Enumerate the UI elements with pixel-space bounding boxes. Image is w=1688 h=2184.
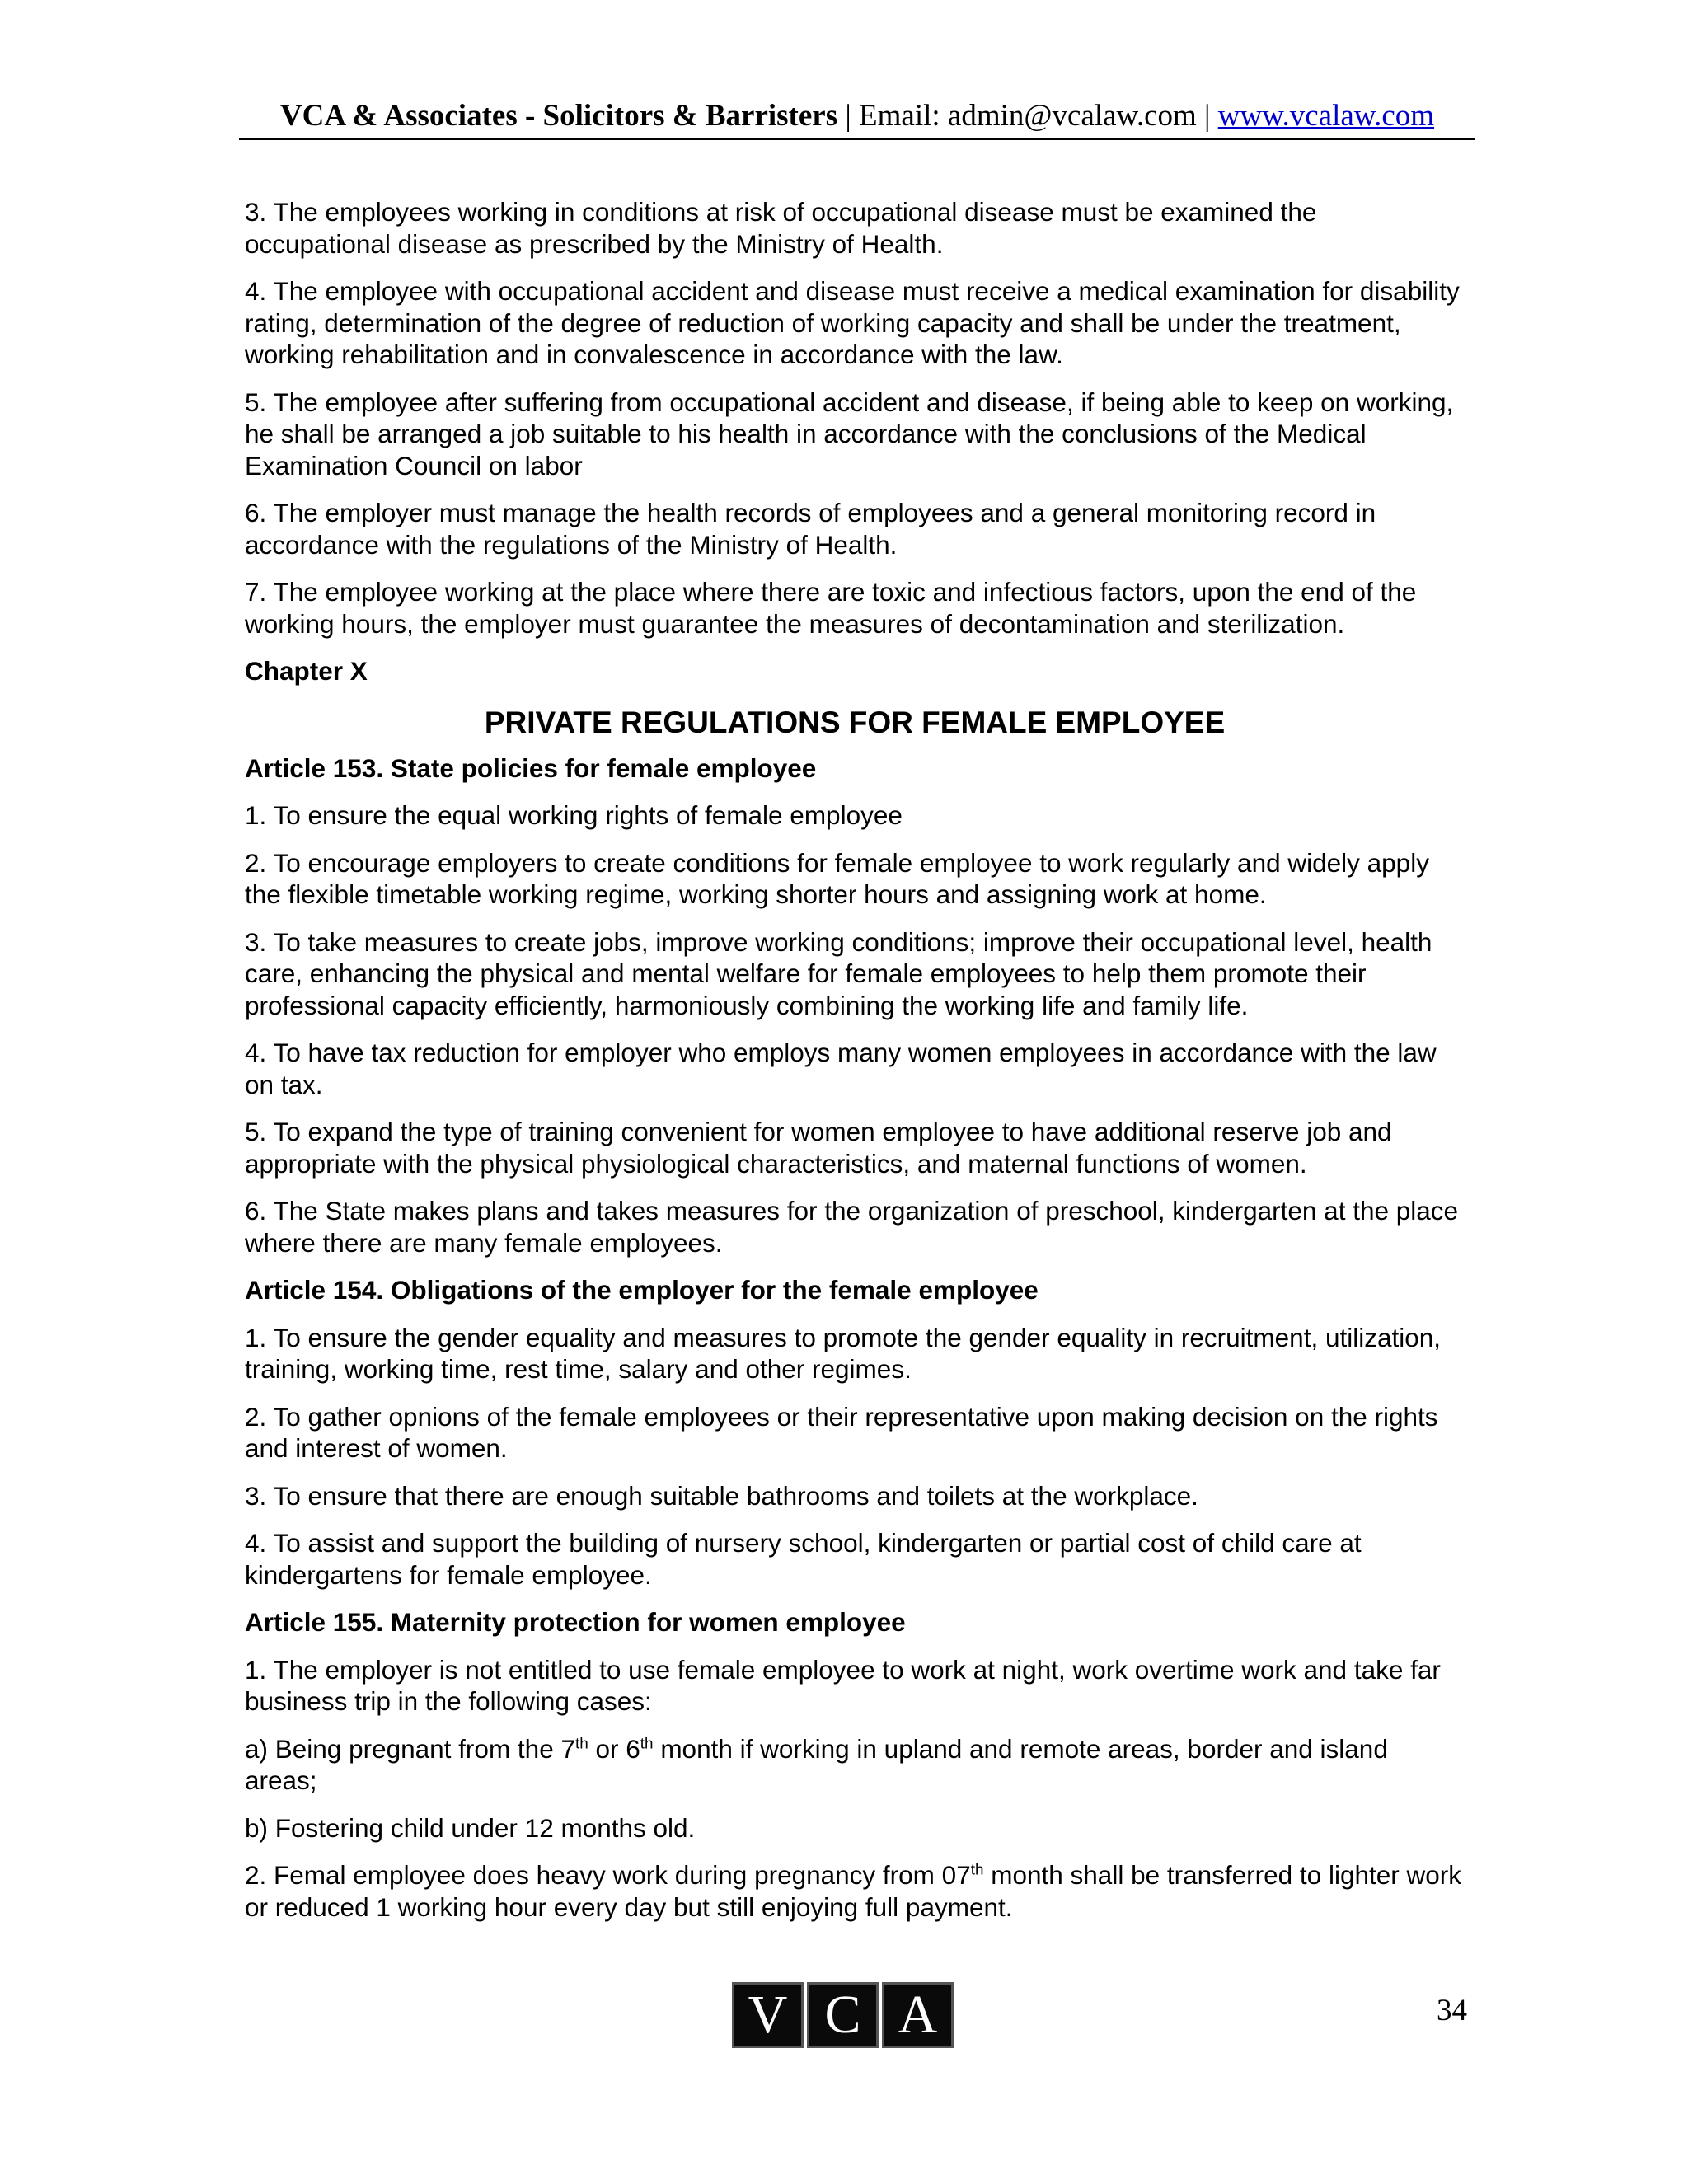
article-153-item: 2. To encourage employers to create conditions for female employee to work regularly and widely apply the flexible timetable working regime, working shorter hours and assigning work at home. bbox=[245, 847, 1429, 909]
paragraph-4: 4. The employee with occupational accident and disease must receive a medical examination for disability rating, determination of the degree of reduction of working capacity and shall be under the treatment, working rehabilitation and in convalescence in accordance with the law. bbox=[245, 276, 1460, 369]
text-run: month if working in upland and remote areas, border and island areas; bbox=[245, 1733, 1388, 1795]
chapter-title: PRIVATE REGULATIONS FOR FEMALE EMPLOYEE bbox=[484, 705, 1226, 739]
vca-logo bbox=[732, 1982, 954, 2048]
article-153-item: 5. To expand the type of training convenient for women employee to have additional reserve job and appropriate with the physical physiological characteristics, and maternal functions of women. bbox=[245, 1117, 1392, 1179]
article-155-item: 1. The employer is not entitled to use female employee to work at night, work overtime work and take far business trip in the following cases: bbox=[245, 1654, 1441, 1716]
page-number: 34 bbox=[1437, 1994, 1467, 2027]
article-153-item: 6. The State makes plans and takes measures for the organization of preschool, kindergarten at the place where there are many female employees. bbox=[245, 1196, 1459, 1258]
superscript: th bbox=[640, 1735, 654, 1752]
text-run: 2. Femal employee does heavy work during pregnancy from 07 bbox=[245, 1860, 971, 1890]
text-run: month shall be transferred to lighter work or reduced 1 working hour every day but still enjoying full payment. bbox=[245, 1860, 1462, 1922]
article-155-subitem-a bbox=[245, 1733, 1465, 1797]
page-header bbox=[239, 97, 1475, 140]
logo-letter: C bbox=[807, 1982, 879, 2048]
header-separator: | bbox=[837, 99, 860, 133]
paragraph-5: 5. The employee after suffering from occupational accident and disease, if being able to keep on working, he shall be arranged a job suitable to his health in accordance with the conclusions of the Medical Examination Council on labor bbox=[245, 387, 1454, 480]
article-153-item: 4. To have tax reduction for employer who employs many women employees in accordance with the law on tax. bbox=[245, 1038, 1437, 1099]
article-154-item: 4. To assist and support the building of nursery school, kindergarten or partial cost of child care at kindergartens for female employee. bbox=[245, 1528, 1362, 1590]
article-154-item: 2. To gather opnions of the female employees or their representative upon making decision on the rights and interest of women. bbox=[245, 1401, 1438, 1463]
header-separator: | bbox=[1196, 99, 1218, 133]
article-155-subitem-b: b) Fostering child under 12 months old. bbox=[245, 1812, 696, 1843]
header-email: Email: admin@vcalaw.com bbox=[859, 99, 1197, 133]
superscript: th bbox=[575, 1735, 588, 1752]
article-153-item: 3. To take measures to create jobs, improve working conditions; improve their occupational level, health care, enhancing the physical and mental welfare for female employees to help them promote their professional capacity efficiently, harmoniously combining the working life and family life. bbox=[245, 926, 1432, 1020]
article-154-heading: Article 154. Obligations of the employer for the female employee bbox=[245, 1275, 1039, 1305]
firm-name: VCA & Associates - Solicitors & Barristers bbox=[279, 99, 838, 133]
article-155-item bbox=[245, 1859, 1465, 1923]
paragraph-7: 7. The employee working at the place where there are toxic and infectious factors, upon the end of the working hours, the employer must guarantee the measures of decontamination and sterilization. bbox=[245, 577, 1417, 639]
paragraph-6: 6. The employer must manage the health records of employees and a general monitoring record in accordance with the regulations of the Ministry of Health. bbox=[245, 498, 1376, 560]
website-link[interactable]: www.vcalaw.com bbox=[1217, 99, 1435, 133]
article-153-heading: Article 153. State policies for female employee bbox=[245, 752, 817, 783]
logo-letter: A bbox=[882, 1982, 954, 2048]
document-body bbox=[245, 196, 1465, 1938]
superscript: th bbox=[970, 1861, 984, 1879]
article-154-item: 1. To ensure the gender equality and measures to promote the gender equality in recruitment, utilization, training, working time, rest time, salary and other regimes. bbox=[245, 1322, 1442, 1384]
text-run: or 6 bbox=[588, 1733, 640, 1764]
article-154-item: 3. To ensure that there are enough suitable bathrooms and toilets at the workplace. bbox=[245, 1480, 1198, 1511]
paragraph-3: 3. The employees working in conditions at risk of occupational disease must be examined the occupational disease as prescribed by the Ministry of Health. bbox=[245, 197, 1317, 259]
article-155-heading: Article 155. Maternity protection for women employee bbox=[245, 1607, 906, 1637]
logo-letter: V bbox=[732, 1982, 804, 2048]
text-run: a) Being pregnant from the 7 bbox=[245, 1733, 575, 1764]
chapter-label: Chapter X bbox=[245, 656, 368, 686]
article-153-item: 1. To ensure the equal working rights of female employee bbox=[245, 800, 903, 830]
